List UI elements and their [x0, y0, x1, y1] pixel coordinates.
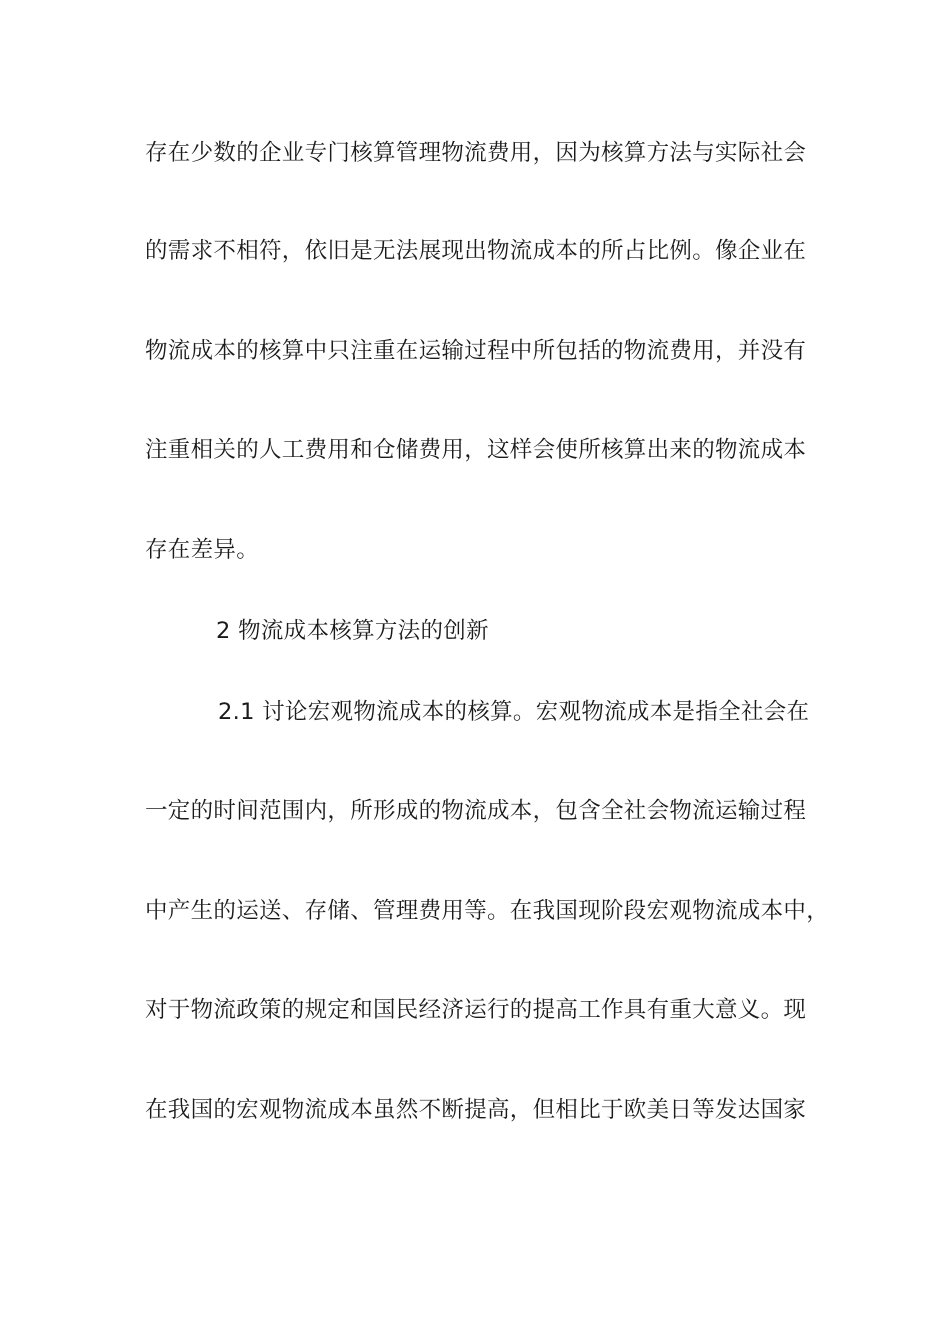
paragraph-line: 的需求不相符，依旧是无法展现出物流成本的所占比例。像企业在 — [145, 238, 807, 264]
paragraph-line: 对于物流政策的规定和国民经济运行的提高工作具有重大意义。现 — [145, 997, 807, 1023]
section-heading: 2 物流成本核算方法的创新 — [216, 618, 489, 644]
paragraph-line: 中产生的运送、存储、管理费用等。在我国现阶段宏观物流成本中， — [145, 898, 830, 924]
paragraph-line: 注重相关的人工费用和仓储费用，这样会使所核算出来的物流成本 — [145, 437, 807, 463]
paragraph-line: 存在少数的企业专门核算管理物流费用，因为核算方法与实际社会 — [145, 140, 807, 166]
paragraph-line: 存在差异。 — [145, 537, 260, 563]
paragraph-line: 2.1 讨论宏观物流成本的核算。宏观物流成本是指全社会在 — [218, 699, 810, 725]
paragraph-line: 物流成本的核算中只注重在运输过程中所包括的物流费用，并没有 — [145, 338, 807, 364]
paragraph-line: 一定的时间范围内，所形成的物流成本，包含全社会物流运输过程 — [145, 798, 807, 824]
paragraph-line: 在我国的宏观物流成本虽然不断提高，但相比于欧美日等发达国家 — [145, 1097, 807, 1123]
